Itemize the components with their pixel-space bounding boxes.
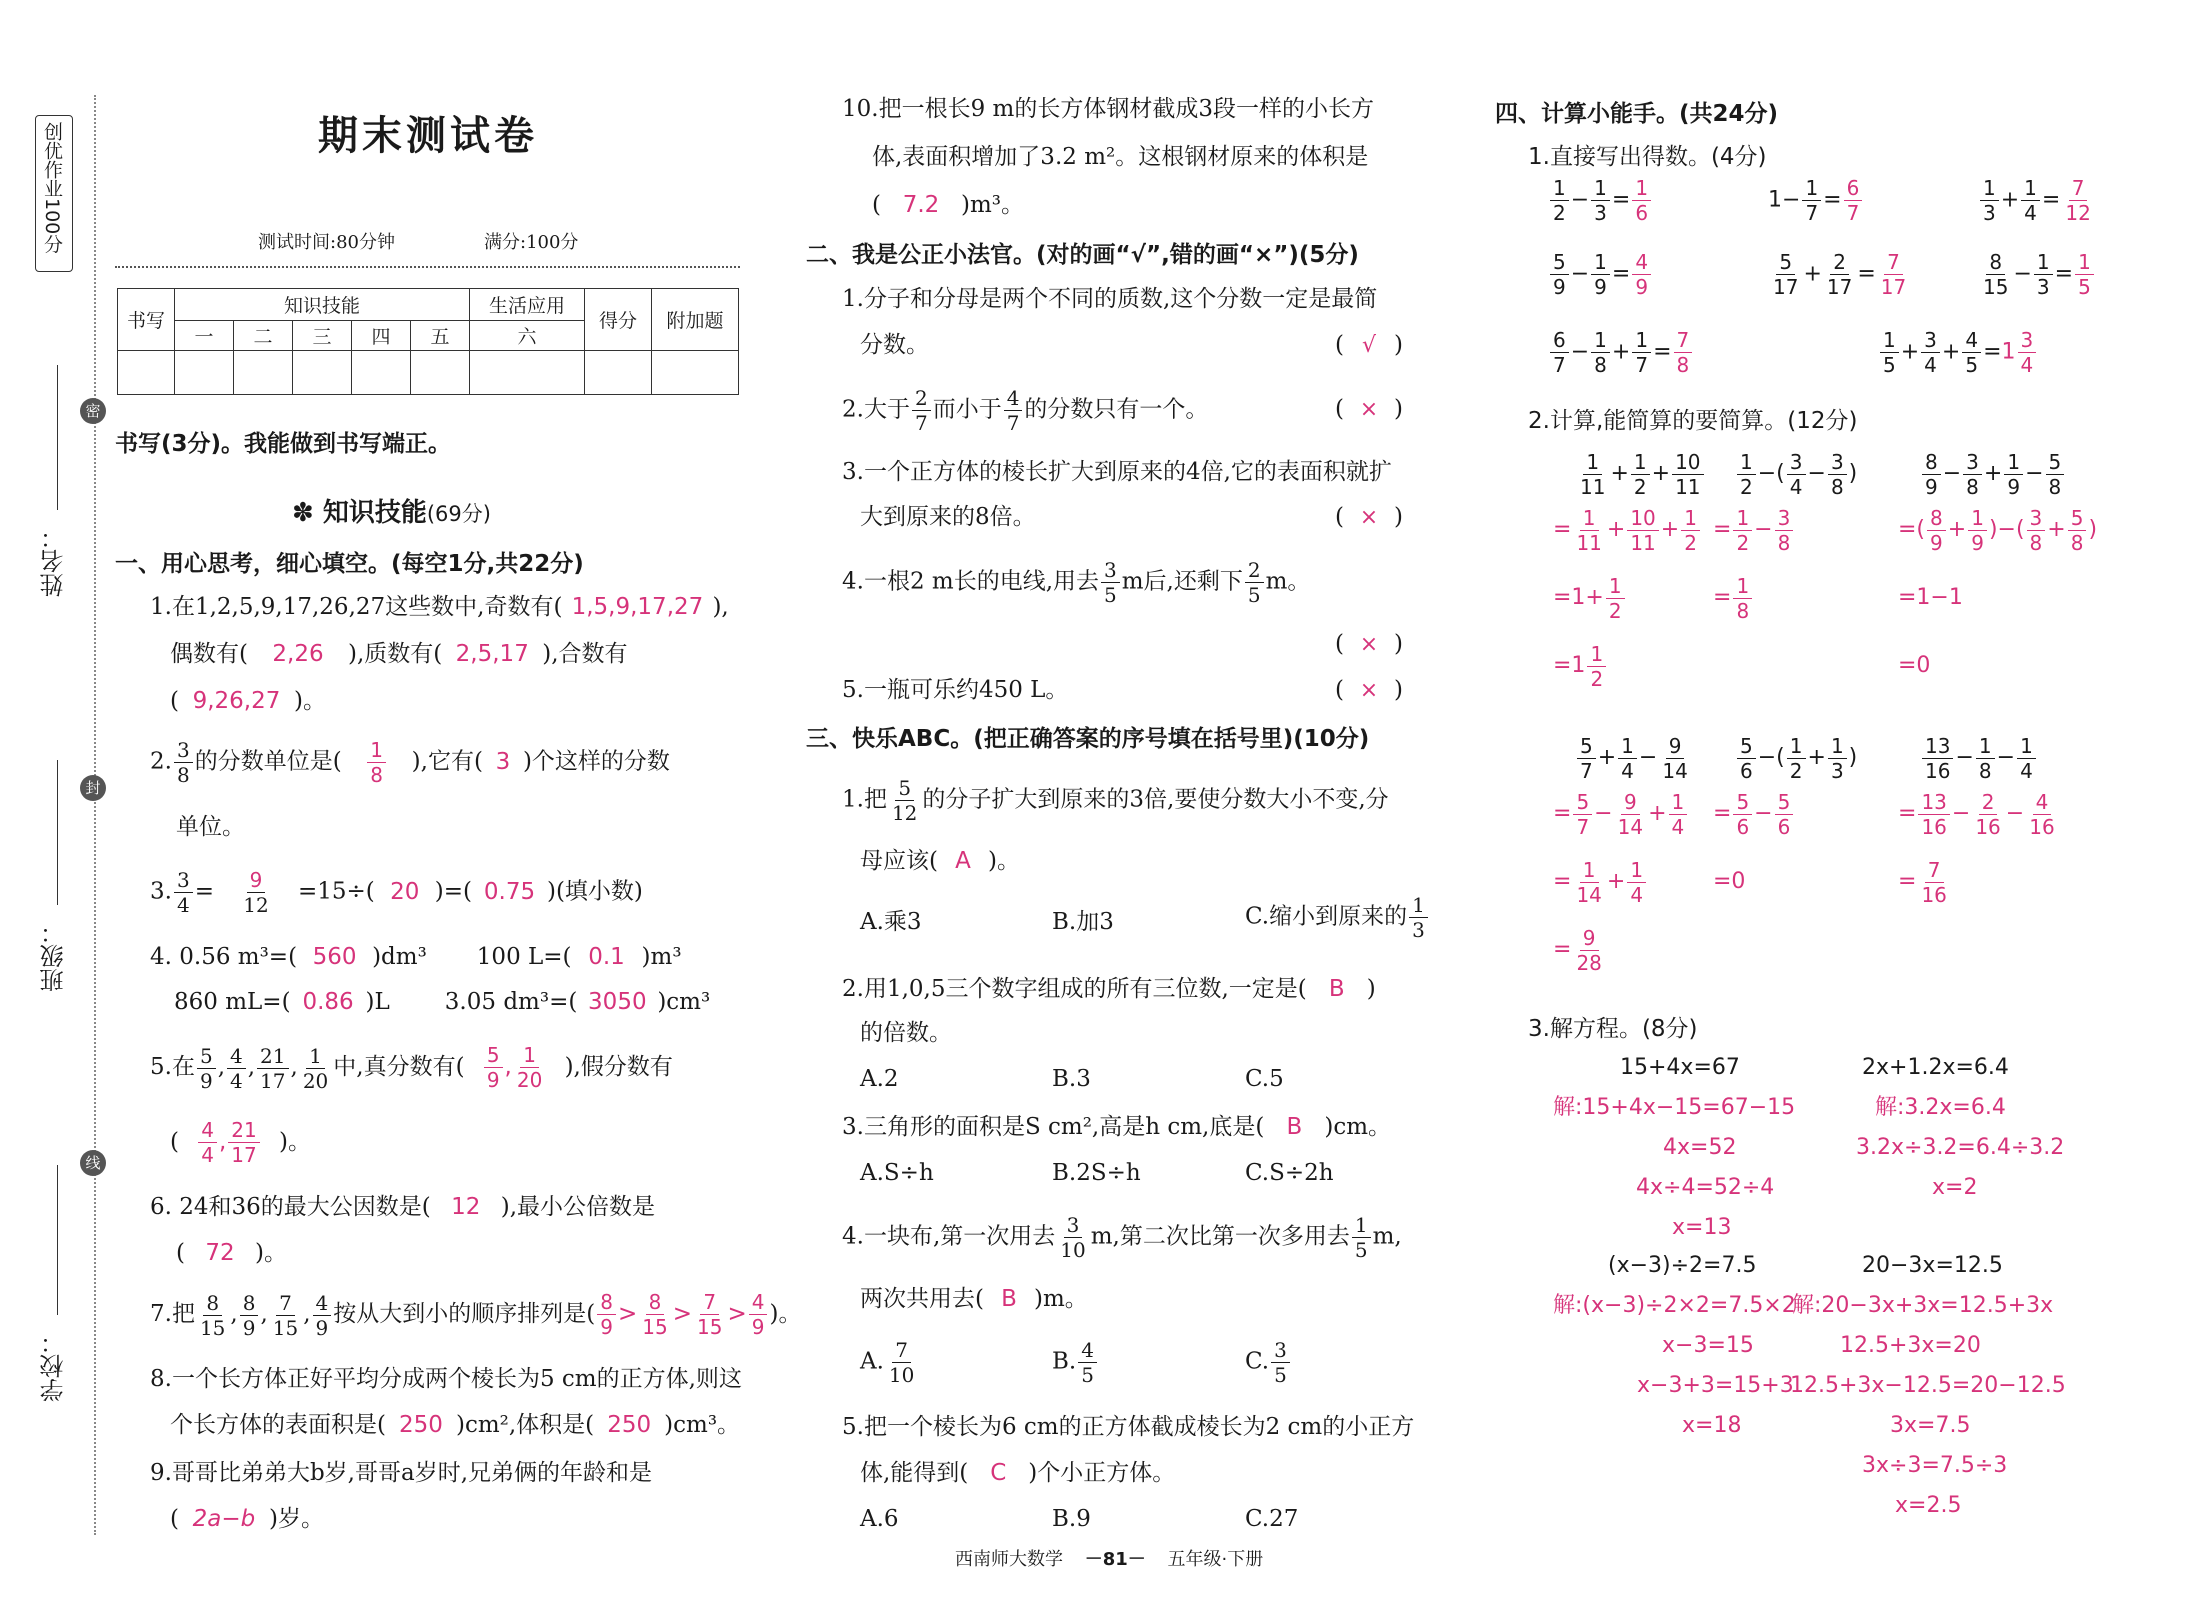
answer: $\frac{1}{8}$ bbox=[367, 740, 386, 785]
class-line[interactable] bbox=[57, 760, 58, 905]
answer[interactable]: B bbox=[1328, 976, 1345, 1002]
score-cell[interactable] bbox=[411, 351, 470, 395]
seal-mi: 密 bbox=[80, 398, 106, 424]
score-cell[interactable] bbox=[175, 351, 234, 395]
calc-2: 1− $\frac{1}{7}$ = $\frac{6}{7}$ bbox=[1768, 178, 1864, 223]
choice-3-option-a[interactable]: A.S÷h bbox=[860, 1160, 934, 1186]
question-1-5-cont: ( $\frac{4}{4}$ , $\frac{21}{17}$ )。 bbox=[170, 1118, 311, 1167]
question-1-9-cont: ( 2a−b )岁。 bbox=[170, 1502, 324, 1536]
question-1-10-cont2: ( 7.2 )m³。 bbox=[872, 188, 1024, 222]
equation-3-step-2: x−3=15 bbox=[1662, 1333, 1754, 1358]
choice-3: 3.三角形的面积是S cm²,高是h cm,底是( B )cm。 bbox=[842, 1110, 1391, 1144]
question-1-3: 3. $\frac{3}{4}$ = $\frac{9}{12}$ =15÷( 20 )=( 0.75 )(填小数) bbox=[150, 868, 643, 917]
answer[interactable]: A bbox=[955, 848, 971, 874]
extra-header: 附加题 bbox=[652, 289, 739, 351]
choice-2: 2.用1,0,5三个数字组成的所有三位数,一定是( B ) bbox=[842, 972, 1376, 1006]
equation-4: 20−3x=12.5 bbox=[1862, 1253, 2003, 1278]
school-label: 学校： bbox=[40, 1330, 68, 1402]
equation-4-step-6: x=2.5 bbox=[1895, 1493, 1962, 1518]
answer[interactable]: × bbox=[1359, 397, 1379, 422]
question-1-4: 4. 0.56 m³=( 560 )dm³ 100 L=( 0.1 )m³ bbox=[150, 940, 682, 974]
col-2: 二 bbox=[234, 321, 293, 351]
calc-3: $\frac{1}{3}$ + $\frac{1}{4}$ = $\frac{7}{12}$ bbox=[1978, 178, 2096, 223]
col-6: 六 bbox=[470, 321, 585, 351]
answer[interactable]: B bbox=[1001, 1286, 1017, 1312]
choice-4-cont: 两次共用去( B )m。 bbox=[860, 1282, 1088, 1316]
equation-2-step-3: x=2 bbox=[1932, 1175, 1978, 1200]
calc-5: $\frac{5}{17}$ + $\frac{2}{17}$ = $\frac{7}{17}$ bbox=[1773, 250, 1907, 299]
answer[interactable]: 2,5,17 bbox=[455, 641, 529, 667]
question-1-1: 1.在1,2,5,9,17,26,27这些数中,奇数有( 1,5,9,17,27 ), bbox=[150, 590, 729, 624]
header-divider bbox=[115, 266, 740, 268]
score-table bbox=[117, 288, 739, 395]
answer[interactable]: 20 bbox=[390, 878, 420, 905]
question-1-9: 9.哥哥比弟弟大b岁,哥哥a岁时,兄弟俩的年龄和是 bbox=[150, 1460, 653, 1486]
col-1: 一 bbox=[175, 321, 234, 351]
equation-4-step-5: 3x÷3=7.5÷3 bbox=[1862, 1453, 2008, 1478]
answer[interactable]: 250 bbox=[399, 1412, 443, 1438]
knowledge-section-title: ✽ 知识技能(69分) bbox=[292, 498, 491, 528]
simplify-4: $\frac{5}{7}$ + $\frac{1}{4}$ − $\frac{9}{14}$ = $\frac{5}{7}$ − $\frac{9}{14}$ + $\frac{1}{4}$ = $\frac{1}{14}$ + $\frac{1}{4}$ = $\frac{9}{28}$ bbox=[1553, 733, 1688, 975]
binding-dotted-line bbox=[94, 95, 96, 1535]
calc-6: $\frac{8}{15}$ − $\frac{1}{3}$ = $\frac{1}{5}$ bbox=[1978, 252, 2096, 297]
question-1-5: 5.在 $\frac{5}{9}$ , $\frac{4}{4}$ , $\frac{21}{17}$ , $\frac{1}{20}$ 中,真分数有( $\frac{5}{9}$ , $\frac{1}{20}$ ),假分数有 bbox=[150, 1043, 673, 1093]
equation-1: 15+4x=67 bbox=[1620, 1055, 1740, 1080]
score-cell[interactable] bbox=[652, 351, 739, 395]
question-1-8: 8.一个长方体正好平均分成两个棱长为5 cm的正方体,则这 bbox=[150, 1366, 742, 1392]
equation-2-step-2: 3.2x÷3.2=6.4÷3.2 bbox=[1856, 1135, 2065, 1160]
judge-3: 3.一个正方体的棱长扩大到原来的4倍,它的表面积就扩 bbox=[842, 459, 1392, 485]
section-1-title: 一、用心思考，细心填空。(每空1分,共22分) bbox=[115, 551, 584, 577]
name-line[interactable] bbox=[57, 365, 58, 510]
answer[interactable]: 3050 bbox=[588, 989, 647, 1015]
answer[interactable]: 0.1 bbox=[588, 944, 625, 970]
judge-4-answer: ( × ) bbox=[1335, 627, 1403, 662]
choice-5-option-c[interactable]: C.27 bbox=[1245, 1506, 1299, 1532]
choice-5-cont: 体,能得到( C )个小正方体。 bbox=[860, 1456, 1175, 1490]
score-cell[interactable] bbox=[234, 351, 293, 395]
equation-3-step-1: 解:(x−3)÷2×2=7.5×2 bbox=[1553, 1293, 1796, 1318]
answer[interactable]: 560 bbox=[312, 944, 357, 970]
answer[interactable]: 9 bbox=[249, 868, 263, 892]
seal-xian: 线 bbox=[80, 1150, 106, 1176]
answer[interactable]: 12 bbox=[451, 1194, 481, 1220]
answer[interactable]: 2,26 bbox=[272, 641, 324, 667]
question-1-1-cont2: ( 9,26,27 )。 bbox=[170, 684, 326, 718]
application-header: 生活应用 bbox=[470, 289, 585, 321]
part-1-title: 1.直接写出得数。(4分) bbox=[1528, 144, 1767, 170]
judge-1-cont: 分数。 bbox=[860, 332, 929, 358]
choice-1-option-a[interactable]: A.乘3 bbox=[860, 909, 922, 935]
answer[interactable]: C bbox=[990, 1460, 1007, 1486]
question-1-1-cont: 偶数有( 2,26 ),质数有( 2,5,17 ),合数有 bbox=[170, 637, 628, 671]
question-1-6: 6. 24和36的最大公因数是( 12 ),最小公倍数是 bbox=[150, 1190, 655, 1224]
choice-2-option-b[interactable]: B.3 bbox=[1052, 1066, 1091, 1092]
page-title: 期末测试卷 bbox=[318, 112, 538, 159]
col-5: 五 bbox=[411, 321, 470, 351]
simplify-5: $\frac{5}{6}$ −( $\frac{1}{2}$ + $\frac{1}{3}$ ) = $\frac{5}{6}$ − $\frac{5}{6}$ =0 bbox=[1713, 733, 1858, 894]
choice-3-option-c[interactable]: C.S÷2h bbox=[1245, 1160, 1334, 1186]
score-cell[interactable] bbox=[118, 351, 175, 395]
equation-4-step-1: 解:20−3x+3x=12.5+3x bbox=[1792, 1293, 2054, 1318]
choice-2-cont: 的倍数。 bbox=[860, 1020, 952, 1046]
choice-4-option-c[interactable]: C. $\frac{3}{5}$ bbox=[1245, 1340, 1292, 1385]
equation-3-step-3: x−3+3=15+3 bbox=[1637, 1373, 1794, 1398]
judge-3-cont: 大到原来的8倍。 bbox=[860, 504, 1036, 530]
judge-2: 2.大于 $\frac{2}{7}$ 而小于 $\frac{4}{7}$ 的分数只有一个。 bbox=[842, 386, 1209, 435]
choice-1: 1.把 $\frac{5}{12}$ 的分子扩大到原来的3倍,要使分数大小不变,分 bbox=[842, 776, 1389, 825]
judge-5-answer: ( × ) bbox=[1335, 673, 1403, 708]
answer[interactable]: 9,26,27 bbox=[192, 688, 281, 714]
answer[interactable]: B bbox=[1286, 1114, 1303, 1140]
score-cell[interactable] bbox=[293, 351, 352, 395]
name-label: 姓名： bbox=[40, 525, 68, 597]
full-score: 满分:100分 bbox=[484, 232, 579, 253]
choice-3-option-b[interactable]: B.2S÷h bbox=[1052, 1160, 1141, 1186]
question-1-2-cont: 单位。 bbox=[176, 814, 245, 840]
score-cell[interactable] bbox=[352, 351, 411, 395]
choice-1-option-c[interactable]: C.缩小到原来的 $\frac{1}{3}$ bbox=[1245, 895, 1430, 940]
brand-label: 创优作业100分 bbox=[35, 115, 73, 272]
simplify-2: $\frac{1}{2}$ −( $\frac{3}{4}$ − $\frac{3}{8}$ ) = $\frac{1}{2}$ − $\frac{3}{8}$ = $\frac{1}{8}$ bbox=[1713, 449, 1858, 623]
question-1-2: 2. $\frac{3}{8}$ 的分数单位是( $\frac{1}{8}$ ),它有( 3 )个这样的分数 bbox=[150, 738, 670, 787]
choice-2-option-c[interactable]: C.5 bbox=[1245, 1066, 1284, 1092]
footer-book: 西南师大数学 bbox=[955, 1549, 1063, 1570]
equation-1-step-4: x=13 bbox=[1672, 1215, 1732, 1240]
answer[interactable]: 1,5,9,17,27 bbox=[571, 594, 704, 620]
question-1-6-cont: ( 72 )。 bbox=[176, 1236, 287, 1270]
writing-note: 书写(3分)。我能做到书写端正。 bbox=[115, 431, 452, 457]
judge-2-answer: ( × ) bbox=[1335, 392, 1403, 427]
choice-4: 4.一块布,第一次用去 $\frac{3}{10}$ m,第二次比第一次多用去 $\frac{1}{5}$ m, bbox=[842, 1213, 1402, 1262]
writing-header: 书写 bbox=[118, 289, 175, 351]
answer[interactable]: 7.2 bbox=[902, 192, 940, 218]
choice-4-option-a[interactable]: A. $\frac{7}{10}$ bbox=[860, 1338, 915, 1387]
choice-5: 5.把一个棱长为6 cm的正方体截成棱长为2 cm的小正方 bbox=[842, 1414, 1415, 1440]
calc-7: $\frac{6}{7}$ − $\frac{1}{8}$ + $\frac{1}{7}$ = $\frac{7}{8}$ bbox=[1548, 330, 1694, 375]
choice-5-option-a[interactable]: A.6 bbox=[860, 1506, 899, 1532]
simplify-1: $\frac{1}{11}$ + $\frac{1}{2}$ + $\frac{10}{11}$ = $\frac{1}{11}$ + $\frac{10}{11}$ + $\frac{1}{2}$ =1+ $\frac{1}{2}$ =1 $\frac{1}{2}$ bbox=[1575, 446, 1706, 694]
answer[interactable]: 72 bbox=[205, 1240, 235, 1266]
judge-5: 5.一瓶可乐约450 L。 bbox=[842, 677, 1069, 703]
seal-feng: 封 bbox=[80, 775, 106, 801]
part-2-title: 2.计算,能简算的要简算。(12分) bbox=[1528, 408, 1858, 434]
judge-1-answer: ( √ ) bbox=[1335, 328, 1403, 363]
score-cell[interactable] bbox=[585, 351, 652, 395]
calc-1: $\frac{1}{2}$ − $\frac{1}{3}$ = $\frac{1}{6}$ bbox=[1548, 178, 1653, 223]
answer[interactable]: √ bbox=[1361, 333, 1376, 358]
equation-4-step-3: 12.5+3x−12.5=20−12.5 bbox=[1790, 1373, 2066, 1398]
answer[interactable]: × bbox=[1359, 678, 1379, 703]
knowledge-header: 知识技能 bbox=[175, 289, 470, 321]
equation-2: 2x+1.2x=6.4 bbox=[1862, 1055, 2009, 1080]
equation-4-step-4: 3x=7.5 bbox=[1890, 1413, 1971, 1438]
question-1-8-cont: 个长方体的表面积是( 250 )cm²,体积是( 250 )cm³。 bbox=[170, 1408, 740, 1442]
choice-1-option-b[interactable]: B.加3 bbox=[1052, 909, 1114, 935]
equation-1-step-2: 4x=52 bbox=[1663, 1135, 1737, 1160]
answer[interactable]: $\frac{8}{9}$ > $\frac{8}{15}$ > $\frac{7}{15}$ > $\frac{4}{9}$ bbox=[595, 1301, 769, 1327]
question-1-10-cont: 体,表面积增加了3.2 m²。这根钢材原来的体积是 bbox=[872, 144, 1369, 170]
simplify-3: $\frac{8}{9}$ − $\frac{3}{8}$ + $\frac{1}{9}$ − $\frac{5}{8}$ =( $\frac{8}{9}$ + $\frac{1}{9}$ )−( $\frac{3}{8}$ + $\frac{5}{8}$ ) =1−1 =0 bbox=[1898, 449, 2098, 678]
equation-1-step-3: 4x÷4=52÷4 bbox=[1636, 1175, 1775, 1200]
equation-2-step-1: 解:3.2x=6.4 bbox=[1875, 1095, 2006, 1120]
equation-1-step-1: 解:15+4x−15=67−15 bbox=[1553, 1095, 1796, 1120]
section-3-title: 三、快乐ABC。(把正确答案的序号填在括号里)(10分) bbox=[806, 726, 1370, 752]
class-label: 班级： bbox=[40, 920, 68, 992]
answer: $\frac{4}{4}$ , $\frac{21}{17}$ bbox=[179, 1120, 279, 1165]
school-line[interactable] bbox=[57, 1165, 58, 1315]
page-number: －81－ bbox=[1084, 1549, 1146, 1570]
calc-4: $\frac{5}{9}$ − $\frac{1}{9}$ = $\frac{4}{9}$ bbox=[1548, 252, 1653, 297]
choice-1-cont: 母应该( A )。 bbox=[860, 844, 1020, 878]
choice-5-option-b[interactable]: B.9 bbox=[1052, 1506, 1091, 1532]
simplify-6: $\frac{13}{16}$ − $\frac{1}{8}$ − $\frac{1}{4}$ = $\frac{13}{16}$ − $\frac{2}{16}$ − $\frac{4}{16}$ = $\frac{7}{16}$ bbox=[1898, 733, 2055, 907]
answer[interactable]: 250 bbox=[607, 1412, 652, 1438]
part-3-title: 3.解方程。(8分) bbox=[1528, 1016, 1698, 1042]
col-3: 三 bbox=[293, 321, 352, 351]
equation-3: (x−3)÷2=7.5 bbox=[1608, 1253, 1757, 1278]
answer[interactable]: 0.75 bbox=[483, 878, 536, 905]
question-1-10: 10.把一根长9 m的长方体钢材截成3段一样的小长方 bbox=[842, 96, 1374, 122]
answer[interactable]: 0.86 bbox=[302, 989, 354, 1015]
judge-3-answer: ( × ) bbox=[1335, 500, 1403, 535]
footer-grade: 五年级·下册 bbox=[1167, 1549, 1264, 1570]
score-header: 得分 bbox=[585, 289, 652, 351]
answer[interactable]: 3 bbox=[495, 748, 511, 775]
judge-1: 1.分子和分母是两个不同的质数,这个分数一定是最简 bbox=[842, 286, 1378, 312]
choice-2-option-a[interactable]: A.2 bbox=[860, 1066, 899, 1092]
answer[interactable]: × bbox=[1359, 632, 1379, 657]
answer: $\frac{5}{9}$ , $\frac{1}{20}$ bbox=[465, 1045, 565, 1090]
equation-4-step-2: 12.5+3x=20 bbox=[1840, 1333, 1981, 1358]
question-1-4-cont: 860 mL=( 0.86 )L 3.05 dm³=( 3050 )cm³ bbox=[174, 985, 710, 1019]
question-1-7: 7.把 $\frac{8}{15}$ , $\frac{8}{9}$ , $\frac{7}{15}$ , $\frac{4}{9}$ 按从大到小的顺序排列是( $\frac{8}{9}$ > $\frac{8}{15}$ > $\frac{7}{15}$ > $\frac{4}{9}$ )。 bbox=[150, 1290, 802, 1340]
section-4-title: 四、计算小能手。(共24分) bbox=[1495, 101, 1779, 127]
col-4: 四 bbox=[352, 321, 411, 351]
calc-8: $\frac{1}{5}$ + $\frac{3}{4}$ + $\frac{4}{5}$ =1 $\frac{3}{4}$ bbox=[1878, 330, 2038, 375]
answer[interactable]: × bbox=[1359, 505, 1379, 530]
section-2-title: 二、我是公正小法官。(对的画“√”,错的画“×”)(5分) bbox=[806, 242, 1359, 268]
page-footer bbox=[955, 1545, 1263, 1571]
score-cell[interactable] bbox=[470, 351, 585, 395]
answer[interactable]: 2a−b bbox=[192, 1506, 256, 1532]
test-time: 测试时间:80分钟 bbox=[258, 232, 395, 253]
choice-4-option-b[interactable]: B. $\frac{4}{5}$ bbox=[1052, 1340, 1099, 1385]
equation-3-step-4: x=18 bbox=[1682, 1413, 1742, 1438]
judge-4: 4.一根2 m长的电线,用去 $\frac{3}{5}$ m后,还剩下 $\frac{2}{5}$ m。 bbox=[842, 558, 1311, 607]
